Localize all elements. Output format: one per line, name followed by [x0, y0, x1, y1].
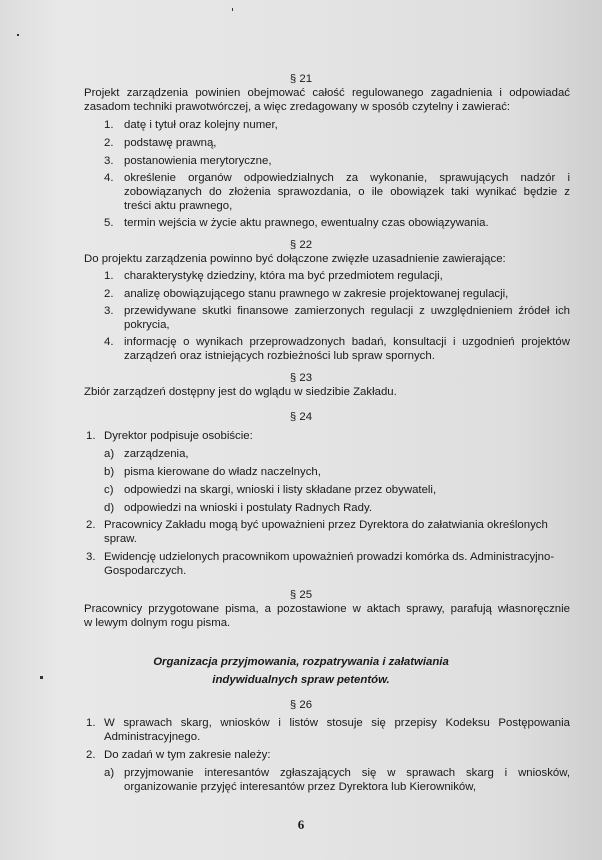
sub-letter: a): [104, 767, 115, 779]
list-item: analizę obowiązującego stanu prawnego w zakresie projektowanej regulacji,: [124, 288, 509, 300]
paragraph-cont: Administracyjnego.: [104, 731, 201, 743]
section-21-intro-line1: Projekt zarządzenia powinien obejmować całość regulowanego zagadnienia i odpowiadać: [84, 87, 570, 99]
list-item-cont: zarządzeń oraz istniejących rozbieżności lub spraw spornych.: [124, 350, 435, 362]
sub-letter: a): [104, 448, 115, 460]
sub-item: odpowiedzi na wnioski i postulaty Radnych Rady.: [124, 502, 372, 514]
list-item-cont: zobowiązanych do złożenia sprawozdania, o ile obowiązek taki wynikać będzie z: [124, 186, 570, 198]
sub-item-cont: organizowanie przyjęć interesantów przez Dyrektora lub Kierowników,: [124, 781, 477, 793]
section-21-title: § 21: [289, 73, 313, 85]
section-23-text: Zbiór zarządzeń dostępny jest do wglądu w siedzibie Zakładu.: [84, 386, 397, 398]
list-item-cont: pokrycia,: [124, 319, 170, 331]
sub-letter: b): [104, 466, 115, 478]
paragraph-cont: spraw.: [104, 533, 137, 545]
list-item: informację o wynikach przeprowadzonych badań, konsultacji i uzgodnień projektów: [124, 336, 570, 348]
section-25-title: § 25: [289, 589, 313, 601]
paragraph-cont: Gospodarczych.: [104, 565, 187, 577]
list-number: 3.: [104, 305, 114, 317]
list-item-cont: treści aktu prawnego,: [124, 200, 233, 212]
list-item: postanowienia merytoryczne,: [124, 155, 272, 167]
list-number: 4.: [104, 336, 114, 348]
list-item: podstawę prawną,: [124, 137, 217, 149]
paragraph: Do zadań w tym zakresie należy:: [104, 749, 271, 761]
chapter-heading-line2: indywidualnych spraw petentów.: [212, 674, 390, 686]
sub-item: zarządzenia,: [124, 448, 189, 460]
list-number: 2.: [86, 749, 96, 761]
list-number: 3.: [104, 155, 114, 167]
list-number: 3.: [86, 551, 96, 563]
sub-item: pisma kierowane do władz naczelnych,: [124, 466, 321, 478]
paragraph: W sprawach skarg, wniosków i listów stosuje się przepisy Kodeksu Postępowania: [104, 717, 570, 729]
list-number: 1.: [86, 717, 96, 729]
paragraph: Dyrektor podpisuje osobiście:: [104, 430, 253, 442]
sub-letter: c): [104, 484, 114, 496]
list-number: 5.: [104, 217, 114, 229]
list-item: termin wejścia w życie aktu prawnego, ewentualny czas obowiązywania.: [124, 217, 489, 229]
section-24-title: § 24: [289, 411, 313, 423]
section-26-title: § 26: [289, 699, 313, 711]
paragraph: Ewidencję udzielonych pracownikom upoważnień prowadzi komórka ds. Administracyjno-: [104, 551, 555, 563]
sub-item: przyjmowanie interesantów zgłaszających się w sprawach skarg i wniosków,: [124, 767, 570, 779]
section-25-line1: Pracownicy przygotowane pisma, a pozostawione w aktach sprawy, parafują własnoręcznie: [84, 603, 570, 615]
scan-speck: [232, 8, 233, 11]
list-number: 2.: [86, 519, 96, 531]
paragraph: Pracownicy Zakładu mogą być upoważnieni przez Dyrektora do załatwiania określonych: [104, 519, 548, 531]
sub-item: odpowiedzi na skargi, wnioski i listy składane przez obywateli,: [124, 484, 437, 496]
page-number: 6: [297, 817, 305, 832]
list-number: 4.: [104, 172, 114, 184]
section-25-line2: w lewym dolnym rogu pisma.: [84, 617, 231, 629]
scan-speck: [17, 34, 19, 36]
list-number: 2.: [104, 137, 114, 149]
section-23-title: § 23: [289, 372, 313, 384]
section-21-intro-line2: zasadom techniki prawotwórczej, a więc zredagowany w sposób czytelny i zawierać:: [84, 101, 511, 113]
list-number: 1.: [104, 270, 114, 282]
chapter-heading-line1: Organizacja przyjmowania, rozpatrywania i załatwiania: [153, 656, 449, 668]
section-22-intro: Do projektu zarządzenia powinno być dołączone zwięzłe uzasadnienie zawierające:: [84, 253, 506, 265]
list-number: 2.: [104, 288, 114, 300]
list-number: 1.: [86, 430, 96, 442]
list-number: 1.: [104, 119, 114, 131]
list-item: charakterystykę dziedziny, która ma być przedmiotem regulacji,: [124, 270, 443, 282]
sub-letter: d): [104, 502, 115, 514]
list-item: określenie organów odpowiedzialnych za wykonanie, sprawujących nadzór i: [124, 172, 570, 184]
section-22-title: § 22: [289, 239, 313, 251]
list-item: datę i tytuł oraz kolejny numer,: [124, 119, 278, 131]
list-item: przewidywane skutki finansowe zamierzonych regulacji z uwzględnieniem źródeł ich: [124, 305, 570, 317]
